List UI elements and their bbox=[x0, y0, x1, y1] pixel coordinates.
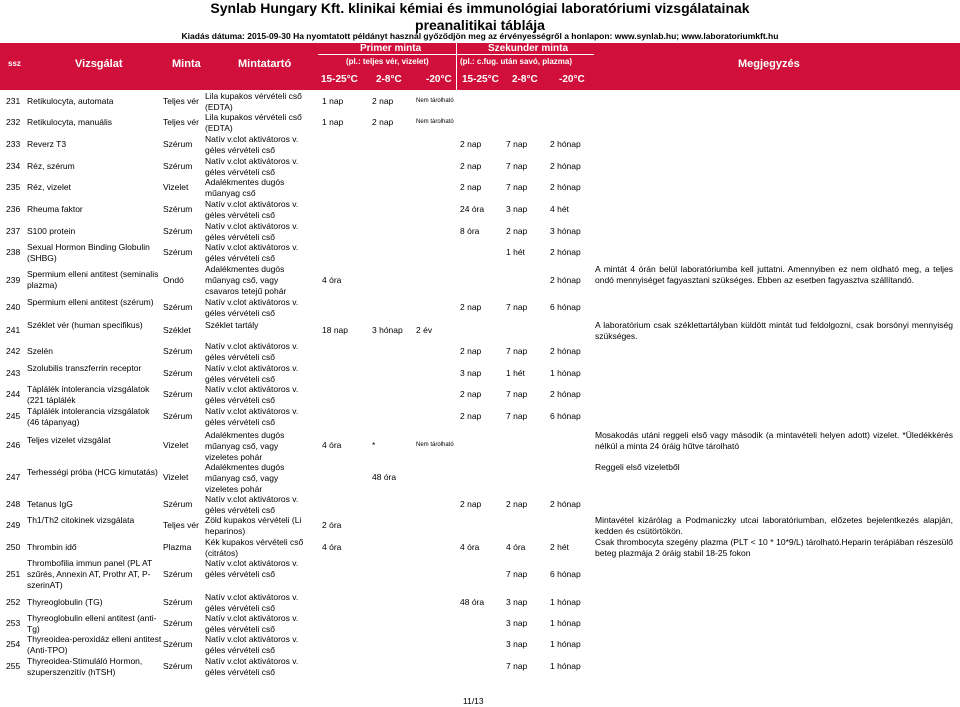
cell-test: Táplálék intolerancia vizsgálatok (46 tápanyag) bbox=[27, 405, 150, 427]
cell-test: Sexual Hormon Binding Globulin (SHBG) bbox=[27, 241, 150, 263]
cell-no: 255 bbox=[6, 661, 21, 671]
cell-sample: Vizelet bbox=[163, 440, 189, 450]
table-row bbox=[0, 91, 960, 112]
cell-container: Natív v.clot aktivátoros v. géles vérvételi cső bbox=[205, 592, 299, 613]
cell-p1: 4 óra bbox=[322, 440, 342, 450]
cell-sample: Szérum bbox=[163, 597, 193, 607]
cell-container: Natív v.clot aktivátoros v. géles vérvételi cső bbox=[205, 613, 299, 634]
cell-s3: 2 hónap bbox=[550, 247, 581, 257]
cell-container: Natív v.clot aktivátoros v. géles vérvételi cső bbox=[205, 494, 299, 515]
cell-no: 252 bbox=[6, 597, 21, 607]
cell-container: Kék kupakos vérvételi cső (citrátos) bbox=[205, 536, 304, 558]
page-header bbox=[0, 0, 960, 40]
cell-test: Spermium elleni antitest (szérum) bbox=[27, 296, 154, 307]
cell-test: Rheuma faktor bbox=[27, 204, 83, 214]
document-title: Synlab Hungary Kft. klinikai kémiai és immunológiai laboratóriumi vizsgálatainak preanalitikai táblája bbox=[210, 0, 750, 33]
cell-sample: Szérum bbox=[163, 618, 193, 628]
cell-s3: 3 hónap bbox=[550, 226, 581, 236]
cell-container: Natív v.clot aktivátoros v. géles vérvételi cső bbox=[205, 242, 299, 263]
table-row bbox=[0, 242, 960, 263]
cell-s3: 6 hónap bbox=[550, 302, 581, 312]
table-row bbox=[0, 320, 960, 341]
table-row bbox=[0, 656, 960, 677]
cell-s3: 2 hónap bbox=[550, 274, 581, 285]
cell-container: Natív v.clot aktivátoros v. géles vérvételi cső bbox=[205, 634, 299, 655]
table-row bbox=[0, 363, 960, 384]
cell-s2: 2 nap bbox=[506, 499, 528, 509]
cell-no: 238 bbox=[6, 247, 21, 257]
col-secondary: Szekunder minta bbox=[488, 43, 569, 54]
cell-s2: 7 nap bbox=[506, 411, 528, 421]
cell-p3: Nem tárolható bbox=[416, 119, 454, 125]
cell-sample: Teljes vér bbox=[163, 96, 199, 106]
table-row bbox=[0, 384, 960, 405]
col-p-temp2: 2-8°C bbox=[376, 74, 402, 85]
table-row bbox=[0, 634, 960, 655]
cell-container: Natív v.clot aktivátoros v. géles vérvételi cső bbox=[205, 134, 299, 155]
cell-s3: 6 hónap bbox=[550, 411, 581, 421]
cell-test: Széklet vér (human specifikus) bbox=[27, 319, 143, 330]
cell-s2: 3 nap bbox=[506, 204, 528, 214]
cell-test: S100 protein bbox=[27, 226, 76, 236]
cell-s3: 4 hét bbox=[550, 204, 569, 214]
cell-container: Adalékmentes dugós műanyag cső bbox=[205, 176, 285, 198]
cell-test: Retikulocyta, manuális bbox=[27, 117, 113, 127]
cell-s1: 2 nap bbox=[460, 182, 482, 192]
table-row bbox=[0, 494, 960, 515]
cell-note: Mosakodás utáni reggeli első vagy második (a mintavételi helyen adott) vizelet. *Üledékkérés nélkül a minta 24 óráig hűtve tárolható bbox=[595, 430, 953, 451]
cell-p2: 3 hónap bbox=[372, 325, 403, 335]
cell-s3: 2 hónap bbox=[550, 389, 581, 399]
col-s-temp3: -20°C bbox=[559, 74, 585, 85]
cell-s3: 2 hónap bbox=[550, 346, 581, 356]
cell-container: Adalékmentes dugós műanyag cső, vagy csavaros tetejű pohár bbox=[205, 264, 287, 296]
cell-container: Natív v.clot aktivátoros v. géles vérvételi cső bbox=[205, 406, 299, 427]
cell-no: 243 bbox=[6, 368, 21, 378]
col-container: Mintatartó bbox=[238, 58, 292, 70]
cell-s2: 1 hét bbox=[506, 368, 525, 378]
cell-container: Natív v.clot aktivátoros v. géles vérvételi cső bbox=[205, 341, 299, 362]
cell-s3: 2 hónap bbox=[550, 161, 581, 171]
cell-sample: Szérum bbox=[163, 226, 193, 236]
cell-s1: 4 óra bbox=[460, 542, 480, 552]
cell-note: A mintát 4 órán belül laboratóriumba kell juttatni. Amennyiben ez nem oldható meg, a teljes ondó mennyiséget fagyasztani szükséges. Ebben az esetben fagyasztva szállítandó. bbox=[595, 264, 953, 285]
cell-s3: 6 hónap bbox=[550, 568, 581, 579]
table-row bbox=[0, 592, 960, 613]
cell-test: Terhességi próba (HCG kimutatás) bbox=[27, 466, 158, 477]
cell-test: Thyreoglobulin elleni antitest (anti-Tg) bbox=[27, 612, 157, 634]
cell-sample: Plazma bbox=[163, 542, 192, 552]
cell-no: 234 bbox=[6, 161, 21, 171]
cell-test: Spermium elleni antitest (seminalis plazma) bbox=[27, 269, 159, 290]
cell-s3: 2 hónap bbox=[550, 139, 581, 149]
cell-no: 244 bbox=[6, 389, 21, 399]
cell-sample: Szérum bbox=[163, 568, 193, 579]
cell-no: 248 bbox=[6, 499, 21, 509]
cell-container: Natív v.clot aktivátoros v. géles vérvételi cső bbox=[205, 656, 299, 677]
cell-s2: 7 nap bbox=[506, 346, 528, 356]
cell-s3: 1 hónap bbox=[550, 368, 581, 378]
cell-container: Natív v.clot aktivátoros v. géles vérvételi cső bbox=[205, 363, 299, 384]
cell-s1: 2 nap bbox=[460, 499, 482, 509]
cell-sample: Szérum bbox=[163, 389, 193, 399]
cell-test: Táplálék intolerancia vizsgálatok (221 táplálék bbox=[27, 383, 150, 405]
cell-no: 251 bbox=[6, 568, 21, 579]
cell-sample: Szérum bbox=[163, 368, 193, 378]
cell-test: Szelén bbox=[27, 346, 53, 356]
cell-container: Lila kupakos vérvételi cső (EDTA) bbox=[205, 90, 302, 112]
cell-s1: 48 óra bbox=[460, 597, 485, 607]
table-row bbox=[0, 613, 960, 634]
cell-test: Réz, vizelet bbox=[27, 182, 71, 192]
cell-container: Natív v.clot aktivátoros v. géles vérvételi cső bbox=[205, 297, 299, 318]
cell-sample: Vizelet bbox=[163, 182, 189, 192]
cell-s1: 8 óra bbox=[460, 226, 480, 236]
col-p-temp1: 15-25°C bbox=[321, 74, 358, 85]
cell-container: Széklet tartály bbox=[205, 319, 259, 330]
cell-s3: 2 hónap bbox=[550, 499, 581, 509]
cell-p1: 4 óra bbox=[322, 274, 342, 285]
cell-no: 242 bbox=[6, 346, 21, 356]
disclaimer: Ha nyomtatott példányt használ győződjön meg az érvényességről a honlapon: www.synlab.hu; www.laboratoriumkft.hu bbox=[293, 31, 779, 41]
cell-s3: 1 hónap bbox=[550, 661, 581, 671]
cell-sample: Szérum bbox=[163, 161, 193, 171]
table-row bbox=[0, 341, 960, 362]
table-row bbox=[0, 537, 960, 558]
col-primary-sub: (pl.: teljes vér, vizelet) bbox=[346, 57, 429, 66]
cell-no: 250 bbox=[6, 542, 21, 552]
cell-note: Csak thrombocyta szegény plazma (PLT < 10 * 10*9/L) tárolható.Heparin terápiában részesülő beteg plazmája 2 óráig stabil 18-25 fokon bbox=[595, 537, 953, 558]
cell-s3: 2 hónap bbox=[550, 182, 581, 192]
cell-s1: 2 nap bbox=[460, 346, 482, 356]
cell-no: 236 bbox=[6, 204, 21, 214]
cell-p2: 2 nap bbox=[372, 117, 394, 127]
cell-p3: Nem tárolható bbox=[416, 442, 454, 448]
cell-sample: Ondó bbox=[163, 274, 184, 285]
table-row bbox=[0, 112, 960, 133]
cell-p1: 4 óra bbox=[322, 542, 342, 552]
cell-note: A laboratórium csak széklettartályban küldött mintát tud feldolgozni, csak borsónyi mennyiség szükséges. bbox=[595, 320, 953, 341]
cell-s2: 1 hét bbox=[506, 247, 525, 257]
cell-test: Th1/Th2 citokinek vizsgálata bbox=[27, 514, 135, 525]
cell-test: Tetanus IgG bbox=[27, 499, 73, 509]
cell-s3: 1 hónap bbox=[550, 597, 581, 607]
cell-p2: 2 nap bbox=[372, 96, 394, 106]
cell-p2: * bbox=[372, 440, 376, 450]
cell-no: 241 bbox=[6, 325, 21, 335]
cell-p3: Nem tárolható bbox=[416, 98, 454, 104]
cell-s2: 3 nap bbox=[506, 597, 528, 607]
table-row bbox=[0, 462, 960, 493]
cell-container: Natív v.clot aktivátoros v. géles vérvételi cső bbox=[205, 221, 299, 242]
cell-p2: 48 óra bbox=[372, 472, 397, 482]
cell-test: Thyreoidea-peroxidáz elleni antitest (Anti-TPO) bbox=[27, 633, 162, 655]
cell-sample: Teljes vér bbox=[163, 520, 199, 530]
table-row bbox=[0, 221, 960, 242]
cell-test: Thrombin idő bbox=[27, 542, 77, 552]
cell-no: 240 bbox=[6, 302, 21, 312]
cell-test: Thrombofilia immun panel (PL AT szűrés, Annexin AT, Prothr AT, P-szerinAT) bbox=[27, 558, 153, 590]
cell-s1: 2 nap bbox=[460, 139, 482, 149]
header-divider bbox=[456, 43, 457, 90]
table-row bbox=[0, 558, 960, 590]
cell-test: Retikulocyta, automata bbox=[27, 96, 114, 106]
cell-s2: 7 nap bbox=[506, 568, 528, 579]
cell-container: Adalékmentes dugós műanyag cső, vagy vizeletes pohár bbox=[205, 430, 285, 462]
col-s-temp2: 2-8°C bbox=[512, 74, 538, 85]
table-row bbox=[0, 199, 960, 220]
cell-s1: 2 nap bbox=[460, 161, 482, 171]
cell-no: 235 bbox=[6, 182, 21, 192]
col-test: Vizsgálat bbox=[75, 58, 123, 70]
cell-s3: 2 hét bbox=[550, 542, 569, 552]
cell-container: Natív v.clot aktivátoros v. géles vérvételi cső bbox=[205, 558, 299, 579]
col-s-temp1: 15-25°C bbox=[462, 74, 499, 85]
cell-no: 246 bbox=[6, 440, 21, 450]
cell-sample: Szérum bbox=[163, 411, 193, 421]
issued-line bbox=[0, 31, 960, 42]
cell-container: Natív v.clot aktivátoros v. géles vérvételi cső bbox=[205, 384, 299, 405]
cell-sample: Szérum bbox=[163, 204, 193, 214]
cell-s2: 7 nap bbox=[506, 139, 528, 149]
cell-s3: 1 hónap bbox=[550, 639, 581, 649]
cell-s3: 1 hónap bbox=[550, 618, 581, 628]
cell-no: 237 bbox=[6, 226, 21, 236]
cell-p1: 1 nap bbox=[322, 96, 344, 106]
cell-no: 233 bbox=[6, 139, 21, 149]
table-row bbox=[0, 177, 960, 198]
cell-test: Reverz T3 bbox=[27, 139, 67, 149]
cell-s1: 2 nap bbox=[460, 302, 482, 312]
cell-sample: Szérum bbox=[163, 247, 193, 257]
cell-p1: 1 nap bbox=[322, 117, 344, 127]
cell-sample: Szérum bbox=[163, 346, 193, 356]
table-row bbox=[0, 156, 960, 177]
cell-s2: 3 nap bbox=[506, 639, 528, 649]
cell-no: 247 bbox=[6, 472, 21, 482]
cell-container: Natív v.clot aktivátoros v. géles vérvételi cső bbox=[205, 199, 299, 220]
cell-note: Mintavétel kizárólag a Podmaniczky utcai laboratóriumban, előzetes bejelentkezés alapján, kedden és csütörtökön. bbox=[595, 515, 953, 536]
cell-s2: 4 óra bbox=[506, 542, 526, 552]
cell-no: 239 bbox=[6, 274, 21, 285]
cell-sample: Szérum bbox=[163, 499, 193, 509]
cell-sample: Szérum bbox=[163, 302, 193, 312]
cell-sample: Vizelet bbox=[163, 472, 189, 482]
cell-no: 231 bbox=[6, 96, 21, 106]
col-sample: Minta bbox=[172, 58, 201, 70]
col-primary: Primer minta bbox=[360, 43, 422, 54]
page-number: 11/13 bbox=[463, 696, 484, 706]
cell-test: Teljes vizelet vizsgálat bbox=[27, 434, 111, 445]
col-p-temp3: -20°C bbox=[426, 74, 452, 85]
cell-p1: 2 óra bbox=[322, 520, 342, 530]
cell-container: Natív v.clot aktivátoros v. géles vérvételi cső bbox=[205, 156, 299, 177]
col-secondary-sub: (pl.: c.fug. után savó, plazma) bbox=[460, 57, 573, 66]
cell-s2: 7 nap bbox=[506, 182, 528, 192]
cell-test: Szolubilis transzferrin receptor bbox=[27, 362, 142, 373]
cell-test: Réz, szérum bbox=[27, 161, 75, 171]
table-row bbox=[0, 515, 960, 536]
table-row bbox=[0, 264, 960, 296]
cell-no: 253 bbox=[6, 618, 21, 628]
issued-label: Kiadás dátuma: bbox=[181, 31, 245, 41]
cell-p3: 2 év bbox=[416, 325, 433, 335]
cell-no: 249 bbox=[6, 520, 21, 530]
cell-s1: 3 nap bbox=[460, 368, 482, 378]
cell-s2: 2 nap bbox=[506, 226, 528, 236]
cell-sample: Széklet bbox=[163, 325, 191, 335]
cell-no: 232 bbox=[6, 117, 21, 127]
cell-s2: 3 nap bbox=[506, 618, 528, 628]
table-row bbox=[0, 134, 960, 155]
table-row bbox=[0, 406, 960, 427]
cell-note: Reggeli első vizeletből bbox=[595, 462, 680, 472]
cell-s2: 7 nap bbox=[506, 161, 528, 171]
cell-container: Adalékmentes dugós műanyag cső, vagy vizeletes pohár bbox=[205, 462, 285, 494]
cell-container: Lila kupakos vérvételi cső (EDTA) bbox=[205, 111, 302, 133]
cell-s1: 2 nap bbox=[460, 389, 482, 399]
cell-s2: 7 nap bbox=[506, 389, 528, 399]
cell-no: 254 bbox=[6, 639, 21, 649]
cell-p1: 18 nap bbox=[322, 325, 348, 335]
cell-container: Zöld kupakos vérvételi (Li heparinos) bbox=[205, 514, 302, 536]
col-ssz: ssz bbox=[8, 59, 21, 68]
cell-s2: 7 nap bbox=[506, 661, 528, 671]
cell-s2: 7 nap bbox=[506, 302, 528, 312]
cell-sample: Szérum bbox=[163, 639, 193, 649]
cell-sample: Teljes vér bbox=[163, 117, 199, 127]
cell-test: Thyreoglobulin (TG) bbox=[27, 597, 103, 607]
table-row bbox=[0, 297, 960, 318]
cell-no: 245 bbox=[6, 411, 21, 421]
cell-s1: 24 óra bbox=[460, 204, 485, 214]
table-row bbox=[0, 430, 960, 461]
issued-date: 2015-09-30 bbox=[247, 31, 291, 41]
cell-sample: Szérum bbox=[163, 139, 193, 149]
cell-test: Thyreoidea-Stimuláló Hormon, szuperszenzitív (hTSH) bbox=[27, 656, 143, 677]
cell-sample: Szérum bbox=[163, 661, 193, 671]
cell-s1: 2 nap bbox=[460, 411, 482, 421]
col-notes: Megjegyzés bbox=[738, 58, 800, 70]
table-header bbox=[0, 43, 960, 90]
